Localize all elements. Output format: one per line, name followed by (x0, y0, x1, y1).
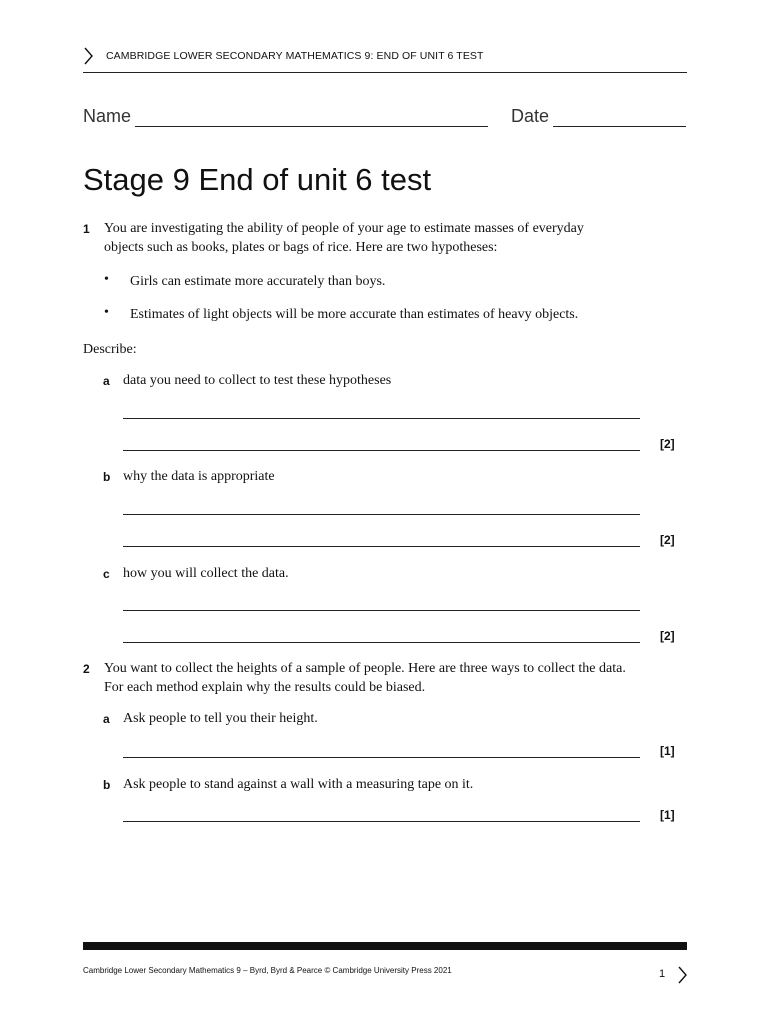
answer-line[interactable] (123, 546, 640, 547)
question-text: For each method explain why the results could be biased. (104, 680, 426, 695)
part-letter: a (103, 374, 110, 388)
part-text: data you need to collect to test these hypotheses (123, 373, 392, 388)
name-field-line[interactable] (135, 126, 488, 127)
instruction-text: Describe: (83, 342, 137, 357)
marks-label: [2] (660, 629, 675, 643)
part-letter: a (103, 712, 110, 726)
answer-line[interactable] (123, 450, 640, 451)
part-text: Ask people to tell you their height. (123, 711, 318, 726)
part-text: Ask people to stand against a wall with a measuring tape on it. (123, 777, 474, 792)
marks-label: [2] (660, 533, 675, 547)
part-letter: c (103, 567, 110, 581)
footer-credit: Cambridge Lower Secondary Mathematics 9 – Byrd, Byrd & Pearce © Cambridge University Press 2021 (83, 966, 452, 975)
part-letter: b (103, 470, 111, 484)
question-text: You are investigating the ability of people of your age to estimate masses of everyday (104, 221, 584, 236)
date-label: Date (511, 106, 550, 126)
part-letter: b (103, 778, 111, 792)
question-number: 2 (83, 662, 90, 676)
question-number: 1 (83, 222, 90, 236)
name-label: Name (83, 106, 132, 126)
marks-label: [1] (660, 808, 675, 822)
hypothesis-item: Girls can estimate more accurately than boys. (130, 274, 386, 289)
question-text: You want to collect the heights of a sample of people. Here are three ways to collect the data. (104, 661, 626, 676)
header-rule (83, 72, 687, 73)
answer-line[interactable] (123, 514, 640, 515)
footer-bar (83, 942, 687, 950)
running-header: CAMBRIDGE LOWER SECONDARY MATHEMATICS 9: END OF UNIT 6 TEST (106, 50, 484, 62)
chevron-right-icon (676, 965, 688, 985)
answer-line[interactable] (123, 418, 640, 419)
answer-line[interactable] (123, 821, 640, 822)
part-text: why the data is appropriate (123, 469, 275, 484)
part-text: how you will collect the data. (123, 566, 289, 581)
answer-line[interactable] (123, 757, 640, 758)
bullet-dot: • (104, 272, 109, 287)
marks-label: [1] (660, 744, 675, 758)
bullet-dot: • (104, 305, 109, 320)
marks-label: [2] (660, 437, 675, 451)
answer-line[interactable] (123, 610, 640, 611)
answer-line[interactable] (123, 642, 640, 643)
chevron-right-icon (82, 46, 94, 66)
question-text: objects such as books, plates or bags of rice. Here are two hypotheses: (104, 240, 498, 255)
page-number: 1 (659, 968, 666, 980)
date-field-line[interactable] (553, 126, 686, 127)
hypothesis-item: Estimates of light objects will be more accurate than estimates of heavy objects. (130, 307, 579, 322)
page-title: Stage 9 End of unit 6 test (83, 162, 432, 197)
